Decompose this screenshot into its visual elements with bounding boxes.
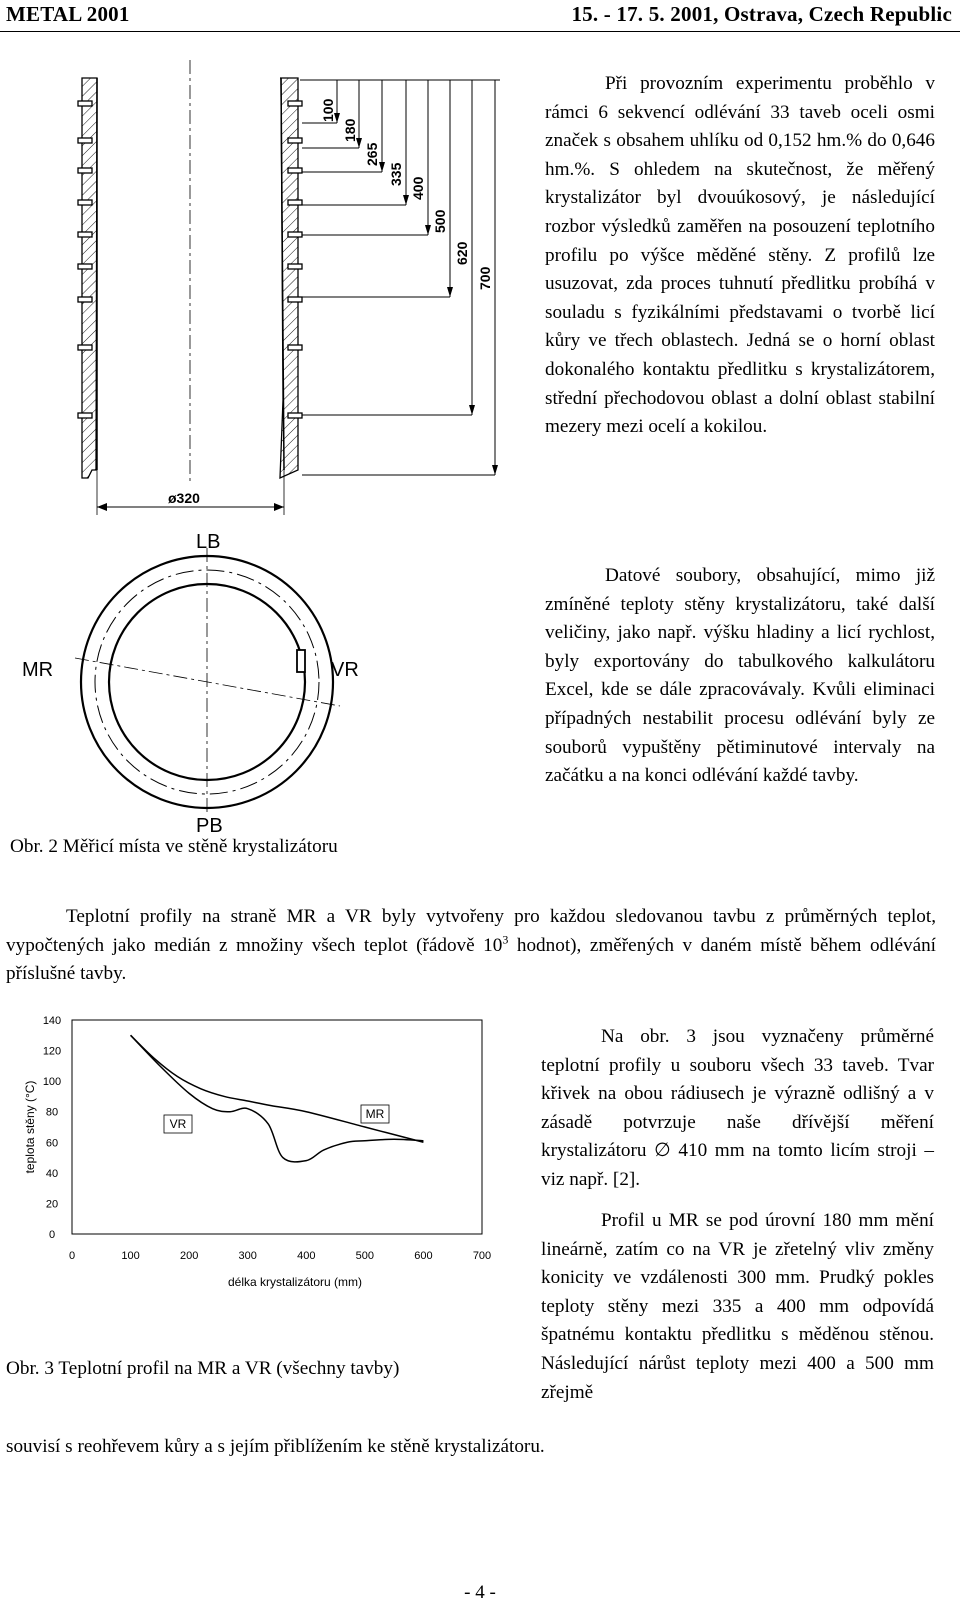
y-tick-label: 80 xyxy=(45,1106,59,1119)
x-tick-label: 100 xyxy=(121,1250,140,1262)
paragraph-3-text-b: hodnot), změřených v daném místě během odlévání příslušné tavby. xyxy=(6,934,937,985)
series-label-vr: VR xyxy=(169,1117,187,1131)
figure-2-caption: Obr. 2 Měřicí místa ve stěně krystalizátoru xyxy=(10,836,338,857)
y-tick-label: 120 xyxy=(42,1045,62,1058)
x-tick-label: 500 xyxy=(355,1250,375,1262)
dim-label: 500 xyxy=(432,209,448,233)
x-tick-label: 700 xyxy=(472,1250,492,1262)
dim-label: 180 xyxy=(342,118,358,142)
y-tick-label: 0 xyxy=(48,1229,56,1241)
header-date-place: 15. - 17. 5. 2001, Ostrava, Czech Republic xyxy=(571,2,952,26)
y-tick-label: 20 xyxy=(45,1198,59,1211)
dim-label: 400 xyxy=(410,176,426,200)
plot-frame xyxy=(72,1020,482,1234)
page-header xyxy=(0,0,960,32)
x-tick-label: 200 xyxy=(179,1250,199,1262)
figure-3-caption: Obr. 3 Teplotní profil na MR a VR (všechny tavby) xyxy=(6,1358,400,1379)
y-tick-label: 60 xyxy=(45,1137,59,1150)
x-tick-label: 400 xyxy=(297,1250,316,1262)
dim-label: 700 xyxy=(477,266,493,290)
series-label-mr: MR xyxy=(365,1107,385,1121)
page-number: - 4 - xyxy=(464,1582,496,1603)
dim-label: 335 xyxy=(388,162,404,186)
x-tick-label: 600 xyxy=(414,1250,433,1262)
dim-label: 620 xyxy=(454,241,470,265)
x-axis-label: délka krystalizátoru (mm) xyxy=(227,1275,363,1289)
paragraph-3-text-a: Teplotní profily na straně MR a VR byly vytvořeny pro každou sledovanou tavbu z průměrných teplot, vypočtených jako medián z množiny všech teplot (řádově 10 xyxy=(6,906,936,956)
paragraph-3 xyxy=(6,903,936,989)
y-tick-label: 100 xyxy=(42,1076,62,1089)
paragraph-5: Profil u MR se pod úrovní 180 mm mění lineárně, zatím co na VR je zřetelný vliv změny konicity ve vzdálenosti 300 mm. Prudký pokles teploty stěny mezi 335 a 400 mm odpovídá špatnému kontaktu předlitku s měděnou stěnou. Následující nárůst teploty mezi 400 a 500 mm zřejmě xyxy=(541,1210,934,1403)
paragraph-3-exponent: 3 xyxy=(502,932,509,947)
paragraph-1: Při provozním experimentu proběhlo v rámci 6 sekvencí odlévání 33 taveb oceli osmi značek s obsahem uhlíku od 0,152 hm.% do 0,646 hm.%. S ohledem na skutečnost, že měřený krystalizátor byl dvouúkosový, je následující rozbor výsledků zaměřen na posouzení teplotního profilu po výšce měděné stěny. Z profilů lze usuzovat, zda proces tuhnutí předlitku probíhá v souladu s fyzikálními představami o tvorbě licí kůry ve třech oblastech. Jedná se o horní oblast dokonalého kontaktu předlitku s krystalizátorem, střední přechodovou oblast a dolní oblast stabilní mezery mezi ocelí a kokilou. xyxy=(545,73,935,438)
paragraph-5-tail: souvisí s reohřevem kůry a s jejím přiblížením ke stěně krystalizátoru. xyxy=(6,1436,545,1457)
y-tick-label: 140 xyxy=(42,1015,62,1027)
x-tick-label: 300 xyxy=(238,1250,257,1262)
y-tick-label: 40 xyxy=(45,1167,59,1180)
y-axis-label: teplota stěny (°C) xyxy=(23,1080,37,1174)
label-vr: VR xyxy=(331,659,359,681)
figure-3-chart xyxy=(0,1000,530,1325)
paragraph-4: Na obr. 3 jsou vyznačeny průměrné teplotní profily u souboru všech 33 taveb. Tvar křivek na obou rádiusech je výrazně odlišný a v zásadě potvrzuje naše dřívější měření krystalizátoru ∅ 410 mm na tomto licím stroji – viz např. [2]. xyxy=(541,1026,934,1190)
label-mr: MR xyxy=(22,659,54,681)
label-lb: LB xyxy=(196,531,221,553)
dim-label: 265 xyxy=(364,142,380,166)
series-line-vr xyxy=(131,1035,424,1162)
diameter-label: ø320 xyxy=(168,490,200,506)
dim-label: 100 xyxy=(320,98,336,122)
paragraph-2: Datové soubory, obsahující, mimo již zmíněné teploty stěny krystalizátoru, také další veličiny, jako např. výšku hladiny a licí rychlost, byly exportovány do tabulkového kalkulátoru Excel, kde se dále zpracovávaly. Kvůli eliminaci případných nestabilit procesu odlévání byly ze souborů vypuštěny pětiminutové intervaly na začátku a na konci odlévání každé tavby. xyxy=(545,565,935,787)
label-pb: PB xyxy=(196,815,223,837)
header-conference: METAL 2001 xyxy=(6,2,130,26)
x-tick-label: 0 xyxy=(68,1250,76,1262)
figure-2-drawing xyxy=(0,36,530,866)
